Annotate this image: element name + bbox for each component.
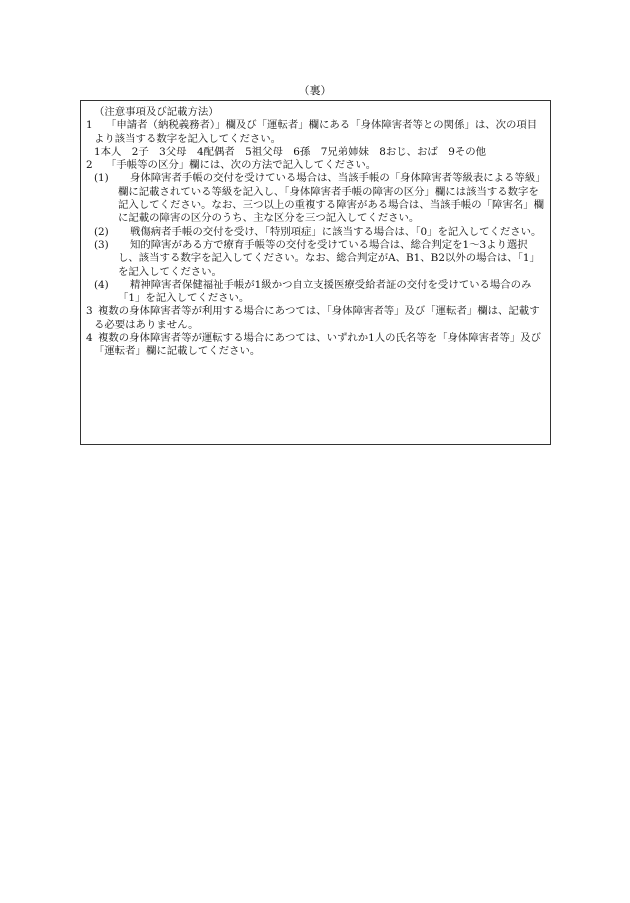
note-subitem-1: [86, 172, 544, 225]
note-subitem-3: [86, 239, 544, 279]
note-item-2-text: 「手帳等の区分」欄には、次の方法で記入してください。: [106, 159, 377, 172]
relation-code-list: 1本人 2子 3父母 4配偶者 5祖父母 6孫 7兄弟姉妹 8おじ、おば 9その他: [94, 145, 486, 158]
note-subitem-3-text: 知的障害がある方で療育手帳等の交付を受けている場合は、総合判定を1～3より選択し、該当する数字を記入してください。なお、総合判定がA、B1、B2以外の場合は、「1」を記入してください。: [118, 238, 540, 278]
note-item-3-text: 複数の身体障害者等が利用する場合にあつては、「身体障害者等」及び「運転者」欄は、記載する必要はありません。: [94, 305, 540, 331]
note-subitem-4-number: (4): [94, 278, 109, 291]
note-item-3-number: 3: [86, 305, 93, 318]
note-item-1-number: 1: [86, 119, 93, 132]
note-subitem-3-number: (3): [94, 238, 109, 251]
note-subitem-4: [86, 279, 544, 306]
note-subitem-1-text: 身体障害者手帳の交付を受けている場合は、当該手帳の「身体障害者等級表による等級」欄に記載されている等級を記入し、「身体障害者手帳の障害の区分」欄には該当する数字を記入してください。なお、三つ以上の重複する障害がある場合は、当該手帳の「障害名」欄に記載の障害の区分のうち、主な区分を三つ記入してください。: [118, 172, 545, 225]
note-item-3: [86, 305, 544, 332]
note-subitem-2-number: (2): [94, 225, 109, 238]
note-subitem-4-text: 精神障害者保健福祉手帳が1級かつ自立支援医療受給者証の交付を受けている場合のみ「1」を記入してください。: [118, 278, 532, 305]
note-item-4: [86, 332, 544, 359]
note-item-2-number: 2: [86, 159, 93, 172]
notes-box: [80, 100, 551, 445]
note-subitem-2-text: 戦傷病者手帳の交付を受け、「特別項症」に該当する場合は、「0」を記入してください。: [130, 225, 542, 238]
note-item-1-text: 「申請者（納税義務者）」欄及び「運転者」欄にある「身体障害者等との関係」は、次の項目より該当する数字を記入してください。: [94, 119, 538, 145]
note-item-4-number: 4: [86, 332, 93, 345]
note-subitem-1-number: (1): [94, 172, 109, 185]
note-subitem-2: [86, 226, 544, 239]
page-heading: （裏）: [298, 84, 332, 97]
note-item-1: [86, 119, 544, 146]
note-item-4-text: 複数の身体障害者等が運転する場合にあつては、いずれか1人の氏名等を「身体障害者等」及び「運転者」欄に記載してください。: [94, 332, 542, 358]
notes-title: （注意事項及び記載方法）: [94, 106, 219, 118]
note-item-2: [86, 159, 544, 172]
